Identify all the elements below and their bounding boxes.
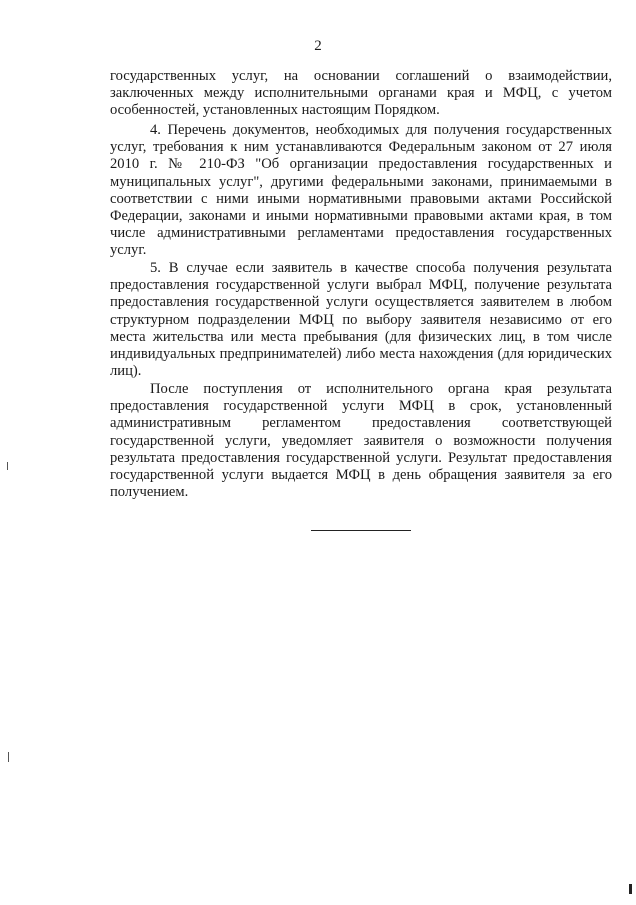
text-line: предоставления государственной услуги МФЦ в срок, установленный (110, 398, 612, 415)
paragraph-point-4 (110, 122, 612, 260)
text-line: государственной услуги выдается МФЦ в день обращения заявителя за его (110, 467, 612, 484)
text-line: услуг, требования к ним устанавливаются Федеральным законом от 27 июля (110, 139, 612, 156)
text-line: 5. В случае если заявитель в качестве способа получения результата (150, 260, 612, 276)
text-line: особенностей, установленных настоящим Порядком. (110, 102, 440, 119)
text-line: 2010 г. № 210-ФЗ "Об организации предоставления государственных и (110, 156, 612, 173)
text-line: административным регламентом предоставления соответствующей (110, 415, 612, 432)
page-number: 2 (314, 38, 322, 54)
paragraph-continuation (110, 68, 612, 120)
text-line: числе административными регламентами предоставления государственных (110, 225, 612, 242)
text-line: лиц). (110, 363, 142, 380)
text-line: получением. (110, 484, 189, 501)
text-line: После поступления от исполнительного органа края результата (150, 381, 612, 397)
scan-artifact (7, 462, 8, 470)
text-line: 4. Перечень документов, необходимых для получения государственных (150, 122, 612, 138)
text-line: услуг. (110, 242, 147, 259)
scan-artifact (8, 752, 9, 762)
end-divider (311, 530, 411, 531)
text-line: структурном подразделении МФЦ по выбору заявителя независимо от его (110, 311, 612, 328)
text-line: заключенных между исполнительными органами края и МФЦ, с учетом (110, 85, 612, 102)
text-line: предоставления государственной услуги осуществляется заявителем в любом (110, 294, 612, 311)
text-line: государственной услуги, уведомляет заявителя о возможности получения (110, 432, 612, 449)
paragraph-after-receipt (110, 381, 612, 501)
text-line: индивидуальных предпринимателей) либо места нахождения (для юридических (110, 346, 612, 363)
text-line: Федерации, законами и иными нормативными правовыми актами края, в том (110, 208, 612, 225)
text-line: предоставления государственной услуги выбрал МФЦ, получение результата (110, 277, 612, 294)
text-line: соответствии с ними иными нормативными правовыми актами Российской (110, 190, 612, 207)
text-line: муниципальных услуг", другими федеральными законами, принимаемыми в (110, 173, 612, 190)
text-line: результата предоставления государственной услуги. Результат предоставления (110, 449, 612, 466)
scan-artifact (629, 884, 632, 894)
text-line: государственных услуг, на основании соглашений о взаимодействии, (110, 68, 612, 84)
paragraph-point-5 (110, 260, 612, 380)
text-line: места жительства или места пребывания (для физических лиц, в том числе (110, 328, 612, 345)
